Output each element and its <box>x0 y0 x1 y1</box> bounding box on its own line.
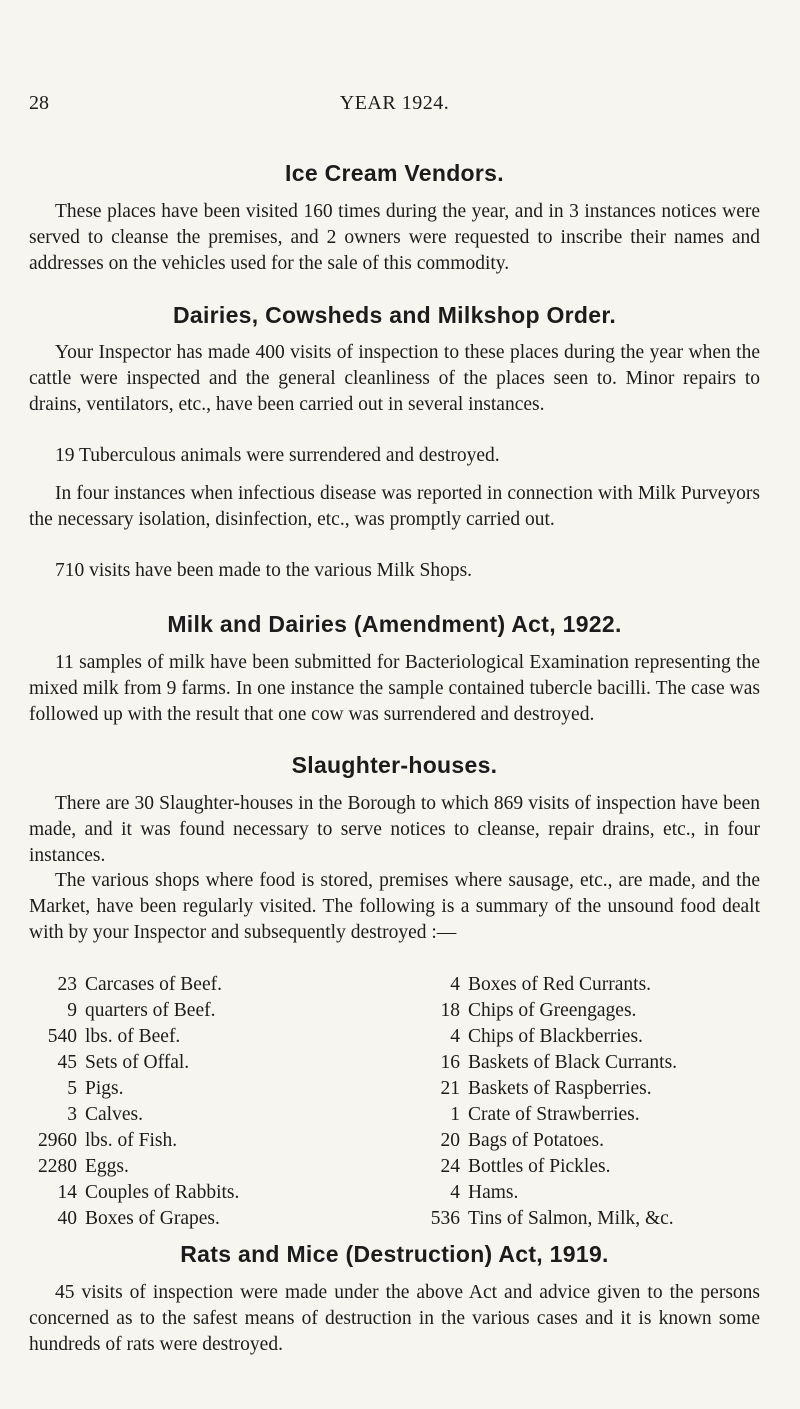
list-item: 40 Boxes of Grapes. <box>57 1208 220 1229</box>
paragraph-ice-cream: These places have been visited 160 times during the year, and in 3 instances notices were served to cleanse the premises, and 2 owners were requested to inscribe their names and addresses on the vehicles used for the sale of this commodity. <box>29 201 760 274</box>
heading-slaughter-houses: Slaughter-houses. <box>291 752 498 778</box>
unsound-food-list-left <box>29 972 359 1232</box>
list-item: 536 Tins of Salmon, Milk, &c. <box>430 1208 674 1229</box>
heading-rats-mice-act: Rats and Mice (Destruction) Act, 1919. <box>180 1241 609 1267</box>
list-item: 18 Chips of Greengages. <box>440 1000 637 1021</box>
list-item: 3 Calves. <box>67 1104 143 1125</box>
heading-milk-dairies-act: Milk and Dairies (Amendment) Act, 1922. <box>167 611 622 637</box>
running-title: YEAR 1924. <box>339 92 450 114</box>
unsound-food-list-right <box>429 972 769 1232</box>
paragraph-milk-act: 11 samples of milk have been submitted for Bacteriological Examination representing the mixed milk from 9 farms. In one instance the sample contained tubercle bacilli. The case was followed up with the result that one cow was surrendered and destroyed. <box>29 652 760 725</box>
page-number: 28 <box>29 92 49 114</box>
list-item: 21 Baskets of Raspberries. <box>440 1078 652 1099</box>
list-item: 2280 Eggs. <box>38 1156 129 1177</box>
paragraph-dairies-2: 19 Tuberculous animals were surrendered and destroyed. <box>55 445 500 466</box>
paragraph-rats: 45 visits of inspection were made under the above Act and advice given to the persons concerned as to the safest means of destruction in the various cases and it is known some hundreds of rats were destroyed. <box>29 1282 760 1355</box>
running-header <box>29 92 760 118</box>
list-item: 9 quarters of Beef. <box>67 1000 216 1021</box>
paragraph-slaughter-2: The various shops where food is stored, premises where sausage, etc., are made, and the Market, have been regularly visited. The following is a summary of the unsound food dealt with by your Inspector and subsequently destroyed :— <box>29 870 760 943</box>
paragraph-dairies-1: Your Inspector has made 400 visits of inspection to these places during the year when the cattle were inspected and the general cleanliness of the places seen to. Minor repairs to drains, ventilators, etc., have been carried out in several instances. <box>29 342 760 415</box>
list-item: 16 Baskets of Black Currants. <box>440 1052 678 1073</box>
list-item: 4 Boxes of Red Currants. <box>450 974 652 995</box>
list-item: 23 Carcases of Beef. <box>57 974 222 995</box>
list-item: 24 Bottles of Pickles. <box>440 1156 611 1177</box>
list-item: 20 Bags of Potatoes. <box>440 1130 604 1151</box>
paragraph-slaughter-1: There are 30 Slaughter-houses in the Borough to which 869 visits of inspection have been made, and it was found necessary to serve notices to cleanse, repair drains, etc., in four instances. <box>29 793 760 866</box>
list-item: 5 Pigs. <box>67 1078 124 1099</box>
heading-dairies: Dairies, Cowsheds and Milkshop Order. <box>172 302 617 328</box>
list-item: 4 Hams. <box>450 1182 519 1203</box>
paragraph-dairies-4: 710 visits have been made to the various Milk Shops. <box>55 560 473 581</box>
list-item: 1 Crate of Strawberries. <box>450 1104 640 1125</box>
heading-ice-cream-vendors: Ice Cream Vendors. <box>285 160 504 186</box>
list-item: 45 Sets of Offal. <box>57 1052 190 1073</box>
list-item: 14 Couples of Rabbits. <box>57 1182 240 1203</box>
list-item: 540 lbs. of Beef. <box>47 1026 181 1047</box>
paragraph-dairies-3: In four instances when infectious disease was reported in connection with Milk Purveyors the necessary isolation, disinfection, etc., was promptly carried out. <box>29 483 760 530</box>
list-item: 4 Chips of Blackberries. <box>450 1026 643 1047</box>
list-item: 2960 lbs. of Fish. <box>38 1130 178 1151</box>
